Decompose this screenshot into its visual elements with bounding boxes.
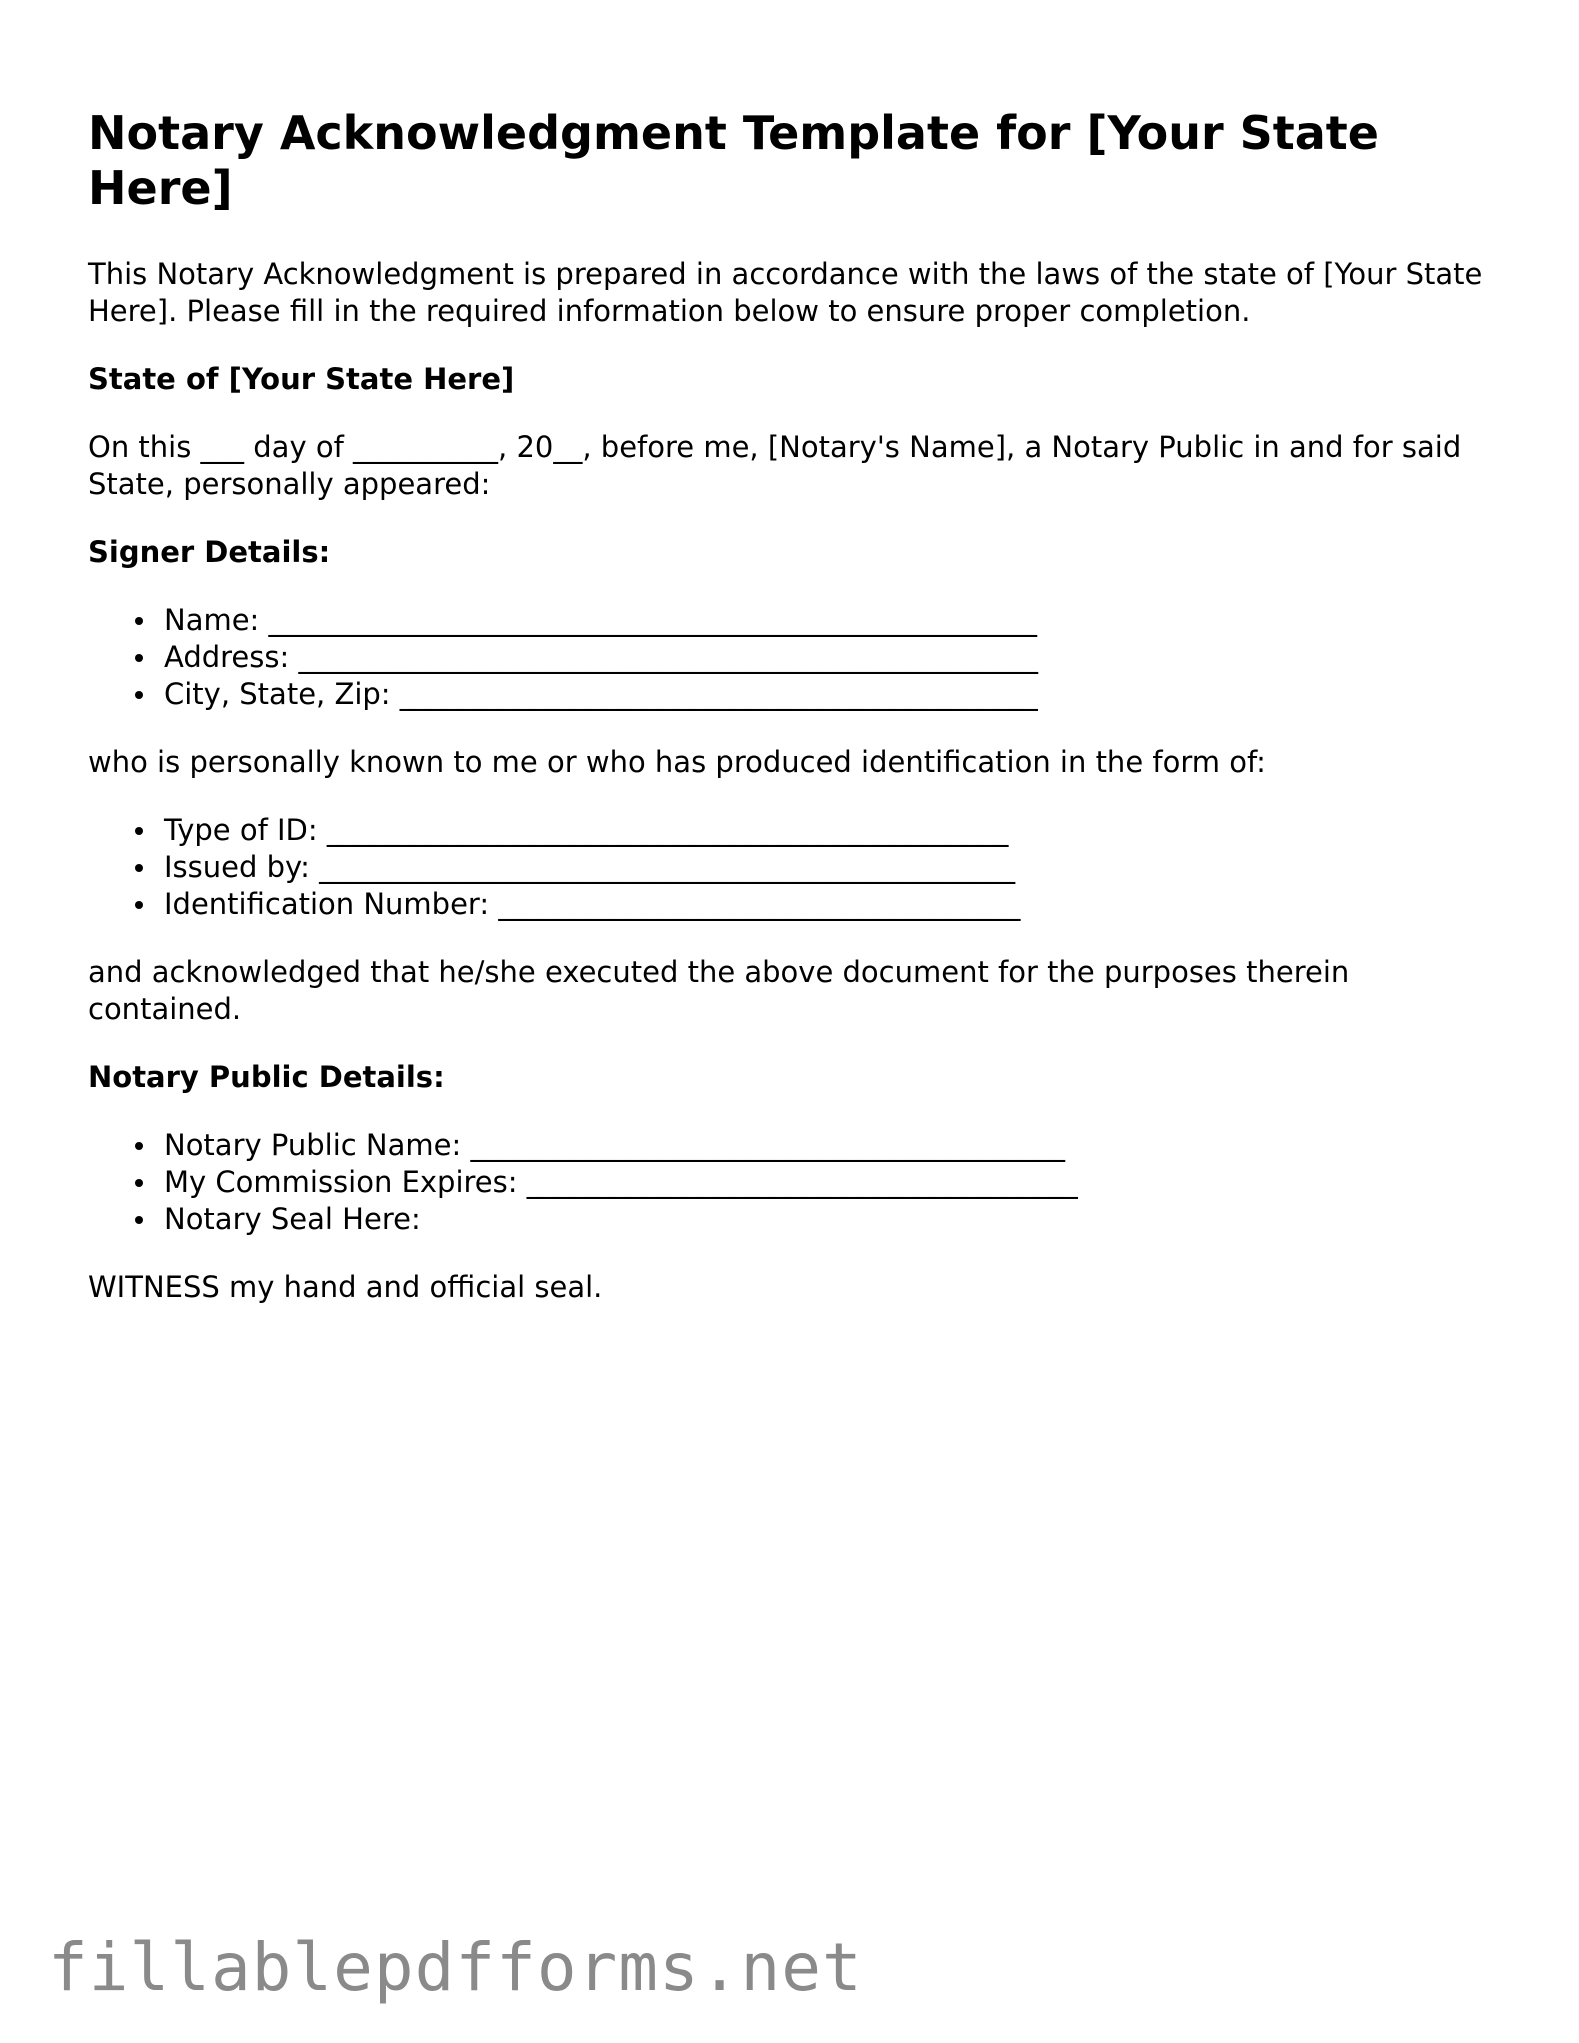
acknowledgment-paragraph: and acknowledged that he/she executed the above document for the purposes therein contained.	[88, 955, 1350, 1026]
signer-address-field: Address: ___________________________________________________	[164, 639, 1508, 676]
id-issued-by-field: Issued by: ________________________________________________	[164, 849, 1508, 886]
notary-name-field: Notary Public Name: _________________________________________	[164, 1127, 1508, 1164]
signer-name-field: Name: _____________________________________________________	[164, 602, 1508, 639]
appearance-paragraph: On this ___ day of __________, 20__, before me, [Notary's Name], a Notary Public in and for said State, personally appeared:	[88, 430, 1462, 501]
commission-expires-field: My Commission Expires: ______________________________________	[164, 1164, 1508, 1201]
document-page	[88, 106, 1508, 1337]
state-heading: State of [Your State Here]	[88, 362, 515, 396]
signer-city-state-zip-field: City, State, Zip: ____________________________________________	[164, 676, 1508, 713]
watermark-logo: fillablepdfforms.net	[48, 1929, 863, 2006]
intro-paragraph: This Notary Acknowledgment is prepared in accordance with the laws of the state of [Your State Here]. Please fill in the required information below to ensure proper completion.	[88, 257, 1483, 328]
signer-details-list	[88, 602, 1508, 713]
identification-paragraph: who is personally known to me or who has produced identification in the form of:	[88, 745, 1266, 779]
document-title: Notary Acknowledgment Template for [Your State Here]	[88, 106, 1379, 215]
notary-details-heading: Notary Public Details:	[88, 1060, 445, 1094]
witness-paragraph: WITNESS my hand and official seal.	[88, 1270, 603, 1304]
id-number-field: Identification Number: ____________________________________	[164, 886, 1508, 923]
notary-details-list	[88, 1127, 1508, 1238]
notary-seal-field: Notary Seal Here:	[164, 1201, 1508, 1238]
identification-list	[88, 812, 1508, 923]
id-type-field: Type of ID: _______________________________________________	[164, 812, 1508, 849]
signer-details-heading: Signer Details:	[88, 535, 331, 569]
